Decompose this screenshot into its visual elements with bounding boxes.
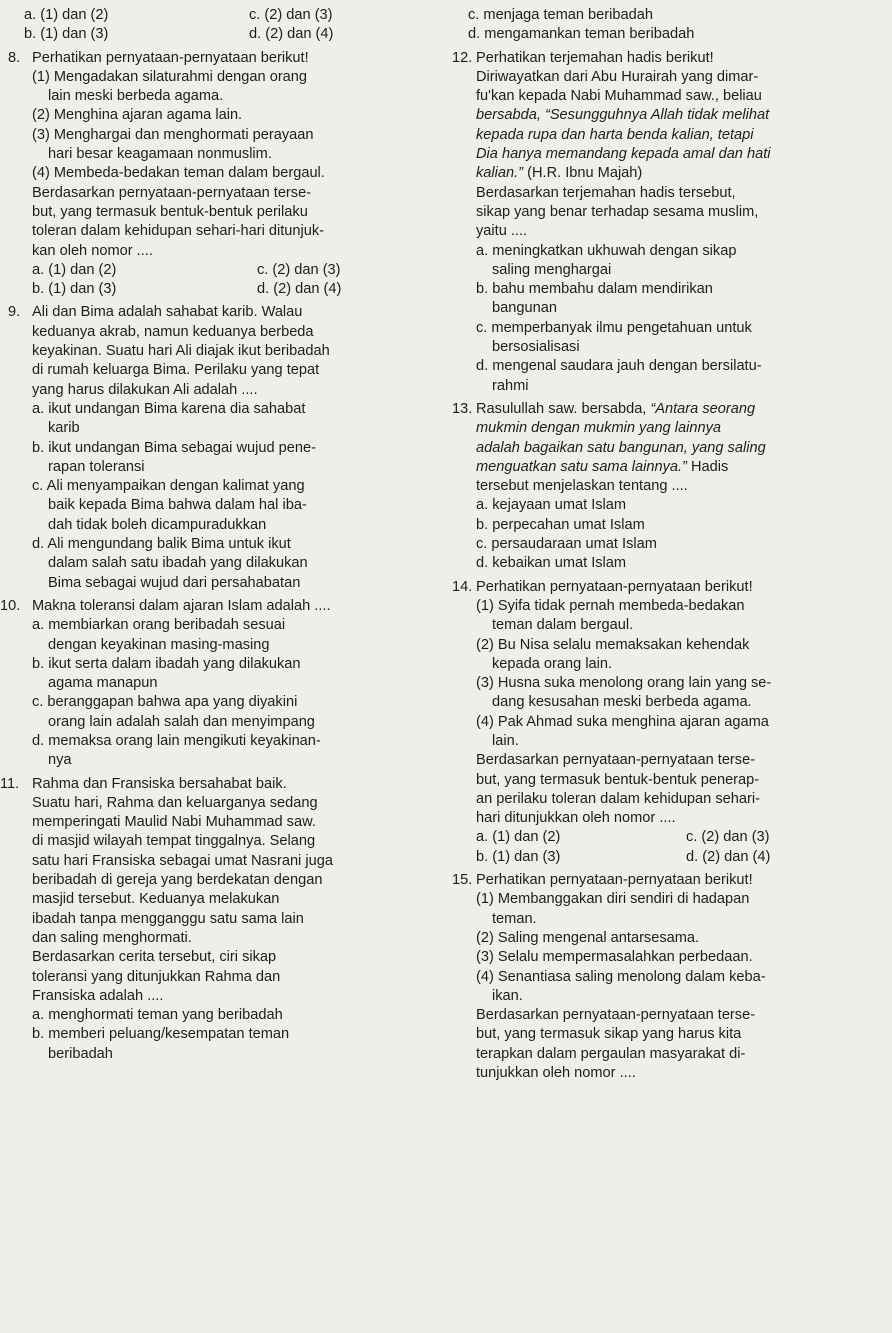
hadith-text: kalian.” [476,165,524,182]
hadith-text: Dia hanya memandang kepada amal dan hati [476,146,771,163]
q14-option-a[interactable]: a. (1) dan (2) [476,829,561,846]
q11-option-b[interactable]: b. memberi peluang/kesempatan teman [32,1026,290,1043]
question-9 [8,303,428,592]
question-number: 10. [0,597,21,614]
q8-option-d[interactable]: d. (2) dan (4) [257,281,342,298]
statement-1: (1) Membanggakan diri sendiri di hadapan [476,891,750,908]
question-14 [452,578,886,867]
q7-option-d[interactable]: d. (2) dan (4) [249,26,334,43]
q13-option-d[interactable]: d. kebaikan umat Islam [476,555,627,572]
hadith-text: Diriwayatkan dari Abu Hurairah yang dimar- [476,68,759,85]
q10-option-b[interactable]: b. ikut serta dalam ibadah yang dilakukan [32,655,301,672]
q14-option-c[interactable]: c. (2) dan (3) [686,829,770,846]
question-15 [452,871,886,1083]
q10-option-d-cont: nya [48,752,72,769]
statement-1: (1) Mengadakan silaturahmi dengan orang [32,68,308,85]
statement-1-cont: lain meski berbeda agama. [48,88,224,105]
question-stem: Perhatikan pernyataan-pernyataan berikut! [32,49,309,66]
prompt-line: toleran dalam kehidupan sehari-hari ditunjuk- [32,223,325,240]
q8-option-a[interactable]: a. (1) dan (2) [32,261,117,278]
prompt-line: but, yang termasuk bentuk-bentuk perilaku [32,203,308,220]
question-text [476,400,886,419]
statement-1: (1) Syifa tidak pernah membeda-bedakan [476,597,745,614]
q14-options [476,828,886,867]
hadith-source: (H.R. Ibnu Majah) [527,165,643,182]
statement-2-cont: kepada orang lain. [492,655,613,672]
question-text: memperingati Maulid Nabi Muhammad saw. [32,814,316,831]
question-text: satu hari Fransiska sebagai umat Nasrani juga [32,852,333,869]
question-10 [0,597,428,771]
question-text: tersebut menjelaskan tentang .... [476,478,688,495]
question-number: 12. [452,49,473,66]
q8-option-b[interactable]: b. (1) dan (3) [32,281,117,298]
q12-option-b[interactable]: b. bahu membahu dalam mendirikan [476,281,713,298]
q7-options [8,6,428,45]
statement-1-cont: teman. [492,910,537,927]
q10-option-c[interactable]: c. beranggapan bahwa apa yang diyakini [32,694,298,711]
question-number: 8. [8,49,21,66]
q12-option-a-cont: saling menghargai [492,261,612,278]
question-stem: Perhatikan terjemahan hadis berikut! [476,49,714,66]
question-text: beribadah di gereja yang berdekatan dengan [32,872,323,889]
statement-2: (2) Bu Nisa selalu memaksakan kehendak [476,636,750,653]
q9-option-d-cont: Bima sebagai wujud dari persahabatan [48,574,301,591]
question-stem: Perhatikan pernyataan-pernyataan berikut! [476,578,753,595]
question-13 [452,400,886,574]
statement-4: (4) Senantiasa saling menolong dalam keba- [476,968,766,985]
hadith-quote: adalah bagaikan satu bangunan, yang saling [476,439,766,456]
q12-option-b-cont: bangunan [492,300,557,317]
q12-option-a[interactable]: a. meningkatkan ukhuwah dengan sikap [476,242,737,259]
hadith-quote: menguatkan satu sama lainnya.” [476,458,687,475]
question-number: 9. [8,304,21,321]
q12-option-c[interactable]: c. memperbanyak ilmu pengetahuan untuk [476,319,752,336]
q10-option-d[interactable]: d. memaksa orang lain mengikuti keyakinan- [32,732,321,749]
q9-option-b-cont: rapan toleransi [48,458,145,475]
q12-option-c-cont: bersosialisasi [492,339,580,356]
statement-2: (2) Menghina ajaran agama lain. [32,107,243,124]
statement-4: (4) Pak Ahmad suka menghina ajaran agama [476,713,769,730]
prompt-line: Berdasarkan pernyataan-pernyataan terse- [32,184,312,201]
q10-option-c-cont: orang lain adalah salah dan menyimpang [48,713,315,730]
question-text: Berdasarkan cerita tersebut, ciri sikap [32,949,277,966]
question-text [476,458,886,477]
prompt-line: Berdasarkan terjemahan hadis tersebut, [476,184,736,201]
hadith-text: fu'kan kepada Nabi Muhammad saw., beliau [476,88,762,105]
q7-option-c[interactable]: c. (2) dan (3) [249,7,333,23]
question-text: dan saling menghormati. [32,929,192,946]
question-text: Rahma dan Fransiska bersahabat baik. [32,775,287,792]
question-8 [8,49,428,300]
q12-option-d[interactable]: d. mengenal saudara jauh dengan bersilatu- [476,358,762,375]
statement-4-cont: ikan. [492,987,523,1004]
q7-option-b[interactable]: b. (1) dan (3) [24,26,109,43]
question-text-plain: Hadis [686,458,729,475]
q9-option-d-cont: dalam salah satu ibadah yang dilakukan [48,555,308,572]
q13-option-b[interactable]: b. perpecahan umat Islam [476,516,645,533]
q8-options [32,261,428,300]
left-column [0,6,428,1064]
q9-option-c[interactable]: c. Ali menyampaikan dengan kalimat yang [32,478,305,495]
question-number: 14. [452,578,473,595]
q13-option-a[interactable]: a. kejayaan umat Islam [476,497,627,514]
q9-option-c-cont: baik kepada Bima bahwa dalam hal iba- [48,497,307,514]
q7-option-d-right[interactable]: d. mengamankan teman beribadah [468,26,695,43]
hadith-text: bersabda, “Sesungguhnya Allah tidak melihat [476,107,770,124]
q10-option-b-cont: agama manapun [48,675,158,692]
q8-option-c[interactable]: c. (2) dan (3) [257,261,341,278]
prompt-line: yaitu .... [476,223,528,240]
q13-option-c[interactable]: c. persaudaraan umat Islam [476,536,657,553]
question-stem: Makna toleransi dalam ajaran Islam adalah .... [32,597,331,614]
prompt-line: Berdasarkan pernyataan-pernyataan terse- [476,1007,756,1024]
q9-option-d[interactable]: d. Ali mengundang balik Bima untuk ikut [32,536,291,553]
q7-option-a[interactable]: a. (1) dan (2) [24,7,109,23]
q11-option-a[interactable]: a. menghormati teman yang beribadah [32,1007,283,1024]
hadith-quote: mukmin dengan mukmin yang lainnya [476,420,721,437]
statement-3: (3) Husna suka menolong orang lain yang se- [476,675,772,692]
statement-3-cont: dang kesusahan meski berbeda agama. [492,694,752,711]
question-text: Ali dan Bima adalah sahabat karib. Walau [32,304,303,321]
hadith-source-line [476,164,886,183]
prompt-line: but, yang termasuk sikap yang harus kita [476,1026,742,1043]
question-text: di masjid wilayah tempat tinggalnya. Selang [32,833,316,850]
q10-option-a-cont: dengan keyakinan masing-masing [48,636,270,653]
question-number: 15. [452,872,473,889]
statement-3-cont: hari besar keagamaan nonmuslim. [48,146,272,163]
q9-option-b[interactable]: b. ikut undangan Bima sebagai wujud pene- [32,439,316,456]
right-column [452,6,886,1083]
question-11 [0,775,428,1064]
statement-3: (3) Menghargai dan menghormati perayaan [32,126,314,143]
question-stem: Perhatikan pernyataan-pernyataan berikut! [476,872,753,889]
prompt-line: terapkan dalam pergaulan masyarakat di- [476,1045,746,1062]
statement-4: (4) Membeda-bedakan teman dalam bergaul. [32,165,325,182]
prompt-line: tunjukkan oleh nomor .... [476,1065,636,1082]
question-text-plain: Rasulullah saw. bersabda, [476,400,651,417]
prompt-line: Berdasarkan pernyataan-pernyataan terse- [476,752,756,769]
prompt-line: hari ditunjukkan oleh nomor .... [476,810,676,827]
q9-option-a-cont: karib [48,420,80,437]
question-text: masjid tersebut. Keduanya melakukan [32,891,280,908]
q7-option-c-right[interactable]: c. menjaga teman beribadah [468,7,653,23]
q14-option-d[interactable]: d. (2) dan (4) [686,848,771,865]
statement-2: (2) Saling mengenal antarsesama. [476,929,700,946]
question-number: 11. [0,775,20,792]
statement-4-cont: lain. [492,732,519,749]
prompt-line: sikap yang benar terhadap sesama muslim, [476,203,759,220]
q10-option-a[interactable]: a. membiarkan orang beribadah sesuai [32,617,286,634]
question-text: ibadah tanpa mengganggu satu sama lain [32,910,304,927]
statement-3: (3) Selalu mempermasalahkan perbedaan. [476,949,753,966]
statement-1-cont: teman dalam bergaul. [492,617,634,634]
question-12 [452,49,886,396]
prompt-line: kan oleh nomor .... [32,242,153,259]
hadith-quote: “Antara seorang [650,400,756,417]
q9-option-c-cont: dah tidak boleh dicampuradukkan [48,516,267,533]
question-number: 13. [452,400,473,417]
q12-option-d-cont: rahmi [492,377,529,394]
hadith-text: kepada rupa dan harta benda kalian, tetapi [476,126,754,143]
question-text: keyakinan. Suatu hari Ali diajak ikut beribadah [32,343,330,360]
prompt-line: an perilaku toleran dalam kehidupan sehari- [476,790,760,807]
question-text: di rumah keluarga Bima. Perilaku yang tepat [32,362,320,379]
question-text: yang harus dilakukan Ali adalah .... [32,381,258,398]
q9-option-a[interactable]: a. ikut undangan Bima karena dia sahabat [32,400,306,417]
question-text: Fransiska adalah .... [32,987,164,1004]
question-text: Suatu hari, Rahma dan keluarganya sedang [32,794,318,811]
q14-option-b[interactable]: b. (1) dan (3) [476,848,561,865]
question-text: keduanya akrab, namun keduanya berbeda [32,323,314,340]
q11-option-b-cont: beribadah [48,1045,113,1062]
question-text: toleransi yang ditunjukkan Rahma dan [32,968,281,985]
prompt-line: but, yang termasuk bentuk-bentuk penerap- [476,771,760,788]
